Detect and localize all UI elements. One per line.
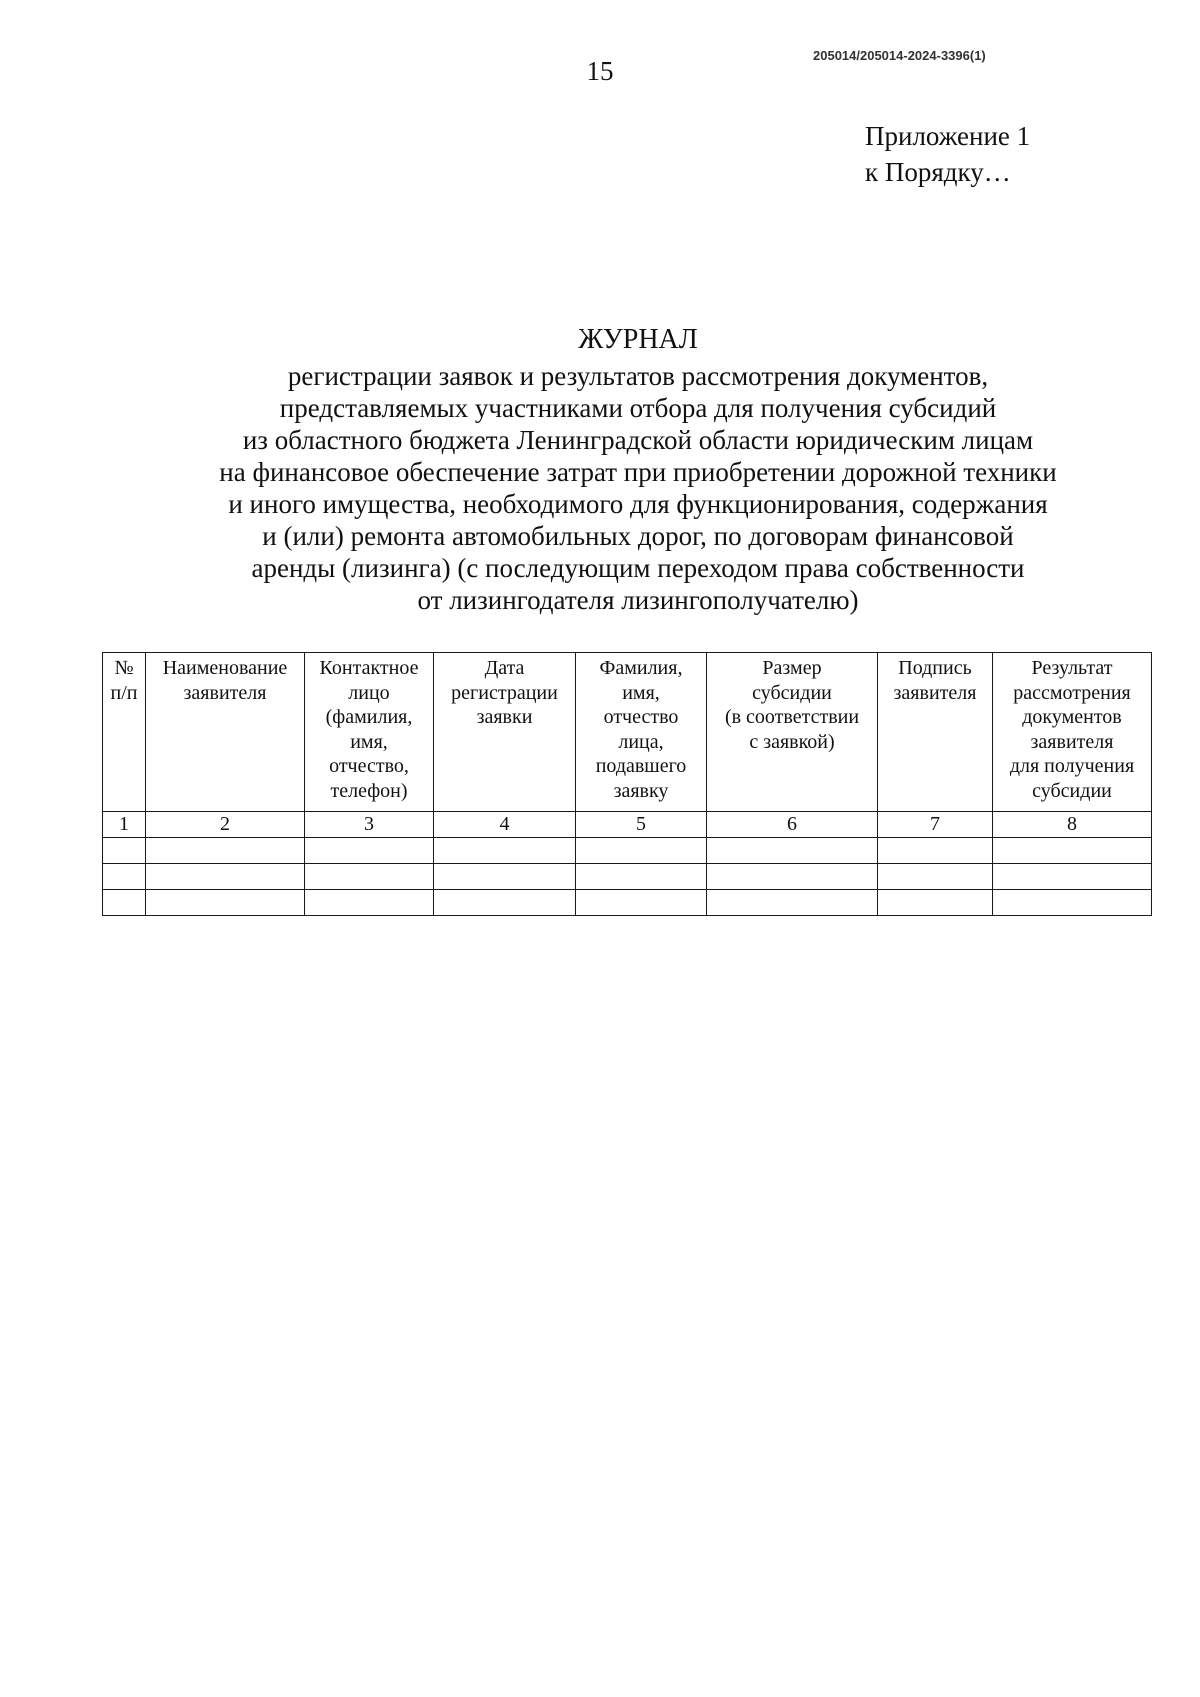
table-cell — [993, 864, 1152, 890]
appendix-line-1: Приложение 1 — [865, 121, 1031, 151]
table-cell — [305, 890, 434, 916]
header-number: № п/п — [103, 653, 146, 812]
column-number: 3 — [305, 812, 434, 838]
header-subsidy-amount: Размер субсидии (в соответствии с заявкой) — [707, 653, 878, 812]
table-cell — [146, 864, 305, 890]
table-cell — [707, 864, 878, 890]
subtitle-line: от лизингодателя лизингополучателю) — [417, 585, 859, 615]
column-number: 4 — [434, 812, 576, 838]
table-cell — [434, 838, 576, 864]
header-submitter-name: Фамилия, имя, отчество лица, подавшего заявку — [576, 653, 707, 812]
header-applicant-name: Наименование заявителя — [146, 653, 305, 812]
table-cell — [305, 838, 434, 864]
table-cell — [878, 838, 993, 864]
subtitle-line: аренды (лизинга) (с последующим переходом права собственности — [251, 553, 1025, 583]
header-contact-person: Контактное лицо (фамилия, имя, отчество, телефон) — [305, 653, 434, 812]
column-number: 7 — [878, 812, 993, 838]
column-number-row — [103, 812, 1152, 838]
subtitle-line: регистрации заявок и результатов рассмотрения документов, — [287, 361, 989, 391]
subtitle-line: из областного бюджета Ленинградской области юридическим лицам — [242, 425, 1034, 455]
subtitle-line: на финансовое обеспечение затрат при приобретении дорожной техники — [219, 457, 1057, 487]
table-cell — [993, 838, 1152, 864]
table-cell — [576, 838, 707, 864]
journal-title: ЖУРНАЛ — [578, 324, 698, 355]
table-cell — [878, 864, 993, 890]
appendix-note — [865, 118, 1030, 190]
table-row — [103, 838, 1152, 864]
table-cell — [993, 890, 1152, 916]
table-header-row — [103, 653, 1152, 812]
table-cell — [434, 890, 576, 916]
table-cell — [576, 890, 707, 916]
table-cell — [103, 838, 146, 864]
table-cell — [707, 890, 878, 916]
column-number: 6 — [707, 812, 878, 838]
appendix-line-2: к Порядку… — [865, 157, 1011, 187]
header-applicant-signature: Подпись заявителя — [878, 653, 993, 812]
subtitle-line: и (или) ремонта автомобильных дорог, по договорам финансовой — [262, 521, 1014, 551]
document-id: 205014/205014-2024-3396(1) — [813, 48, 986, 63]
registration-journal-table — [102, 652, 1152, 916]
table-cell — [146, 838, 305, 864]
column-number: 5 — [576, 812, 707, 838]
subtitle-line: и иного имущества, необходимого для функционирования, содержания — [228, 489, 1048, 519]
table-cell — [576, 864, 707, 890]
page-number: 15 — [586, 56, 614, 86]
column-number: 8 — [993, 812, 1152, 838]
title-block — [0, 320, 1200, 616]
table-cell — [707, 838, 878, 864]
header-review-result: Результат рассмотрения документов заявителя для получения субсидии — [993, 653, 1152, 812]
table-row — [103, 864, 1152, 890]
column-number: 1 — [103, 812, 146, 838]
table-row — [103, 890, 1152, 916]
subtitle-line: представляемых участниками отбора для получения субсидий — [279, 393, 997, 423]
table-cell — [103, 890, 146, 916]
header-registration-date: Дата регистрации заявки — [434, 653, 576, 812]
column-number: 2 — [146, 812, 305, 838]
table-cell — [305, 864, 434, 890]
table-cell — [146, 890, 305, 916]
table-cell — [103, 864, 146, 890]
table-cell — [878, 890, 993, 916]
table-cell — [434, 864, 576, 890]
